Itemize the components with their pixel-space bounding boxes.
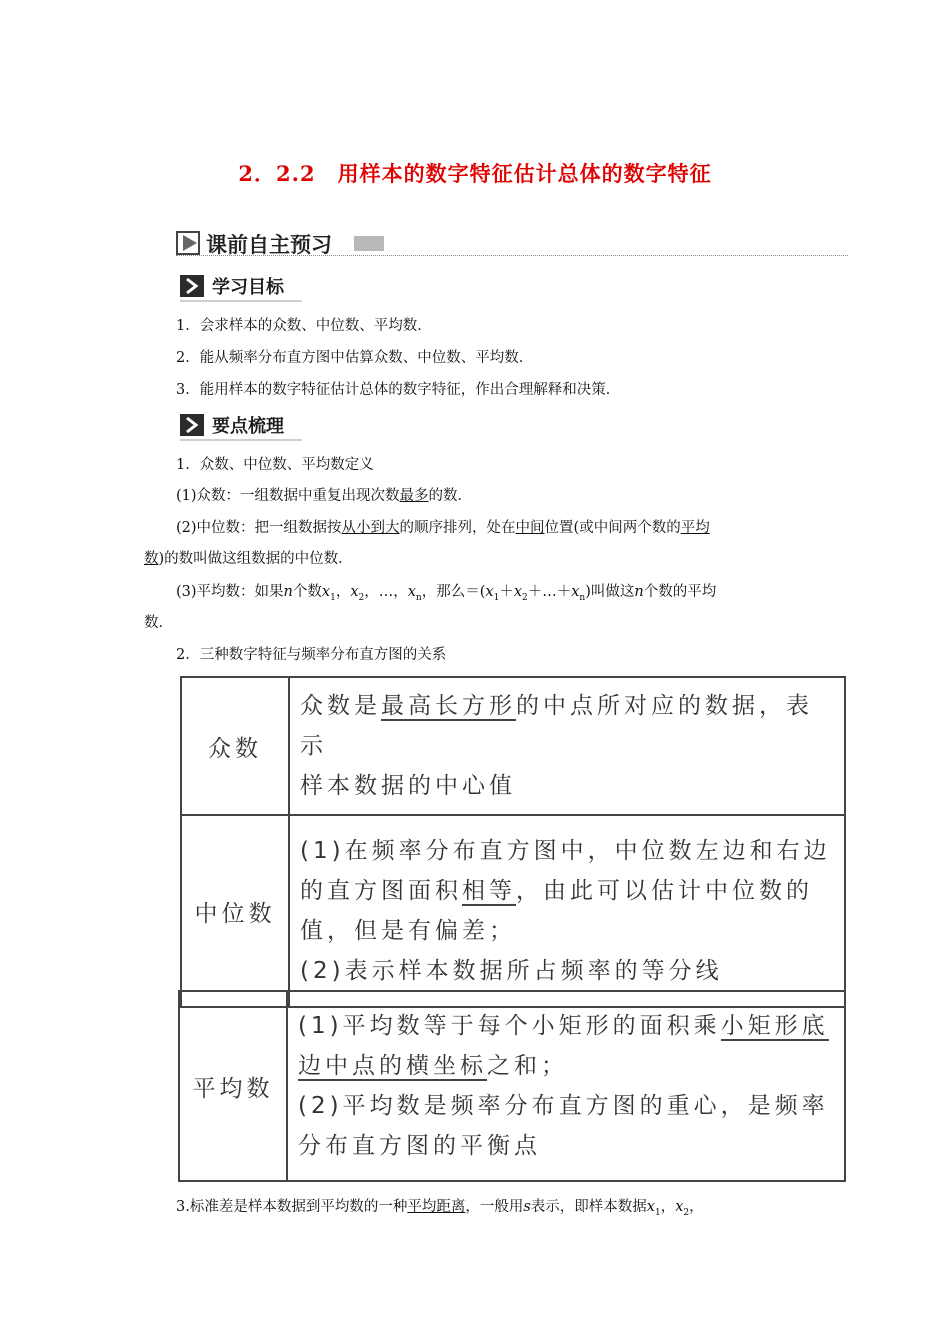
points-heading [180, 413, 302, 441]
chevron-right-icon [180, 414, 204, 436]
goals-heading-label: 学习目标 [212, 277, 284, 298]
table-row [179, 991, 845, 1181]
mean-definition-cont: 数． [144, 615, 173, 631]
goal-item: 2．能从频率分布直方图中估算众数、中位数、平均数． [176, 350, 534, 366]
section-label: 课前自主预习 [206, 233, 332, 257]
banner-divider [176, 255, 848, 256]
goals-heading [180, 274, 302, 302]
blank-answer: 平均 [680, 520, 710, 536]
blank-answer: 从小到大 [341, 520, 400, 536]
blank-answer: 中间 [515, 520, 545, 536]
points-item-2: 2．三种数字特征与频率分布直方图的关系 [176, 647, 447, 663]
blank-answer: 最多 [399, 488, 429, 504]
mode-definition: (1)众数：一组数据中重复出现次数最多的数． [176, 488, 473, 504]
page-title: 2．2.2 用样本的数字特征估计总体的数字特征 [238, 161, 712, 186]
row-value: (1)平均数等于每个小矩形的面积乘小矩形底 边中点的横坐标之和； (2)平均数是频率分布直方图的重心，是频率 分布直方图的平衡点 [287, 991, 845, 1181]
goal-item: 3．能用样本的数字特征估计总体的数字特征，作出合理解释和决策． [176, 382, 621, 398]
play-arrow-icon [176, 231, 200, 255]
blank-answer: 数 [144, 551, 159, 567]
points-heading-label: 要点梳理 [212, 416, 284, 437]
points-item-1: 1．众数、中位数、平均数定义 [176, 457, 374, 473]
mean-definition: (3)平均数：如果n个数$x_1$，$x_2$，…，$x_n$，那么$=(x_1+x_2+\dots+x_n)$叫做这n个数的平均 [176, 584, 717, 603]
row-value: 众数是最高长方形的中点所对应的数据，表示 样本数据的中心值 [289, 677, 845, 815]
row-key: 中位数 [181, 815, 289, 1007]
chevron-right-icon [180, 275, 204, 297]
row-key: 众数 [181, 677, 289, 815]
row-value: (1)在频率分布直方图中，中位数左边和右边 的直方图面积相等，由此可以估计中位数的 值，但是有偏差； (2)表示样本数据所占频率的等分线 [289, 815, 845, 1007]
relation-table-continued [178, 990, 846, 1182]
table-row [181, 677, 845, 815]
std-dev-definition: 3.标准差是样本数据到平均数的一种平均距离，一般用s表示，即样本数据$x_1$，$x_2$， [176, 1199, 704, 1218]
banner-bar [354, 236, 384, 251]
median-definition: (2)中位数：把一组数据按从小到大的顺序排列，处在中间位置(或中间两个数的平均 [176, 520, 710, 536]
goal-item: 1．会求样本的众数、中位数、平均数． [176, 318, 432, 334]
blank-answer: 平均距离 [407, 1199, 466, 1215]
row-key: 平均数 [179, 991, 287, 1181]
table-row [181, 815, 845, 1007]
relation-table [180, 676, 846, 1008]
median-definition-cont: 数)的数叫做这组数据的中位数． [144, 551, 353, 567]
section-banner [176, 229, 848, 257]
